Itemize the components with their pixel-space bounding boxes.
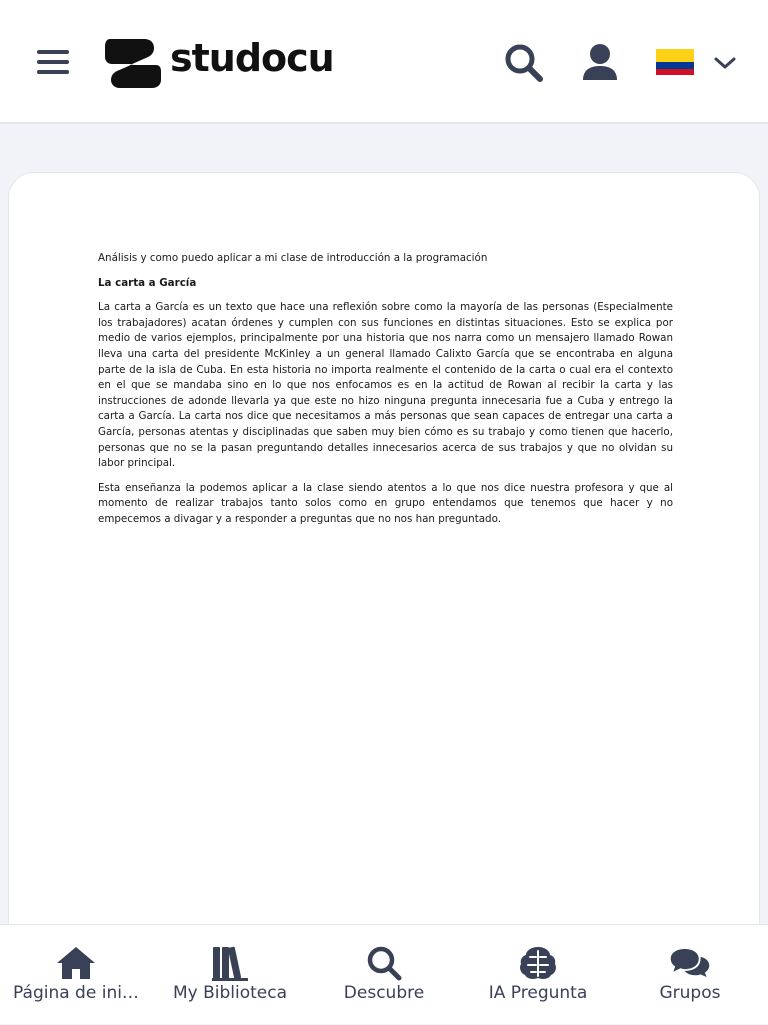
document-heading: Análisis y como puedo aplicar a mi clase de introducción a la programación xyxy=(98,252,488,264)
document-page xyxy=(8,172,760,952)
bottom-navigation xyxy=(0,924,768,1024)
document-paragraph: Esta enseñanza la podemos aplicar a la clase siendo atentos a lo que nos dice nuestra profesora y que al momento de realizar trabajos tanto solos como en grupo entendamos que tenemos que hacer y no empecemos a divagar y a responder a preguntas que no nos han preguntado. xyxy=(98,481,673,525)
nav-item-label: Página de ini… xyxy=(13,983,139,1003)
nav-item-label: My Biblioteca xyxy=(172,983,288,1003)
studocu-logo-icon xyxy=(104,37,162,89)
menu-icon-bar xyxy=(37,70,69,74)
document-paragraph: La carta a García es un texto que hace una reflexión sobre como la mayoría de las personas (Especialmente los trabajadores) acatan órdenes y cumplen con sus funciones en distintas situaciones. Esto se explica por medio de varios ejemplos, principalmente por una historia que nos narra como un mensajero llamado Rowan lleva una carta del presidente McKinley a un general llamado Calixto García que se encontraba en alguna parte de la isla de Cuba. En esta historia no importa realmente el contenido de la carta o cual era el contexto en el que se mandaba sino en lo que nos enfocamos es en la actitud de Rowan al recibir la carta y las instrucciones de adonde llevarla ya que este no hizo ninguna pregunta innecesaria fue a Cuba y entrego la carta a García. La carta nos dice que necesitamos a más personas que sean capaces de entregar una carta a García, personas atentas y disciplinadas que saben muy bien cómo es su trabajo y como tienen que hacerlo, personas que no se la pasan preguntando detalles innecesarios acerca de sus trabajos y que no olvidan su labor principal. xyxy=(98,301,673,470)
document-subtitle: La carta a García xyxy=(98,276,197,289)
search-icon xyxy=(363,945,405,981)
nav-item-home[interactable] xyxy=(0,925,152,1025)
top-header xyxy=(0,0,768,124)
menu-button[interactable] xyxy=(33,46,73,78)
brand-name: studocu xyxy=(170,36,334,80)
nav-item-ai-ask[interactable] xyxy=(462,925,614,1025)
document-content xyxy=(98,251,673,537)
nav-item-label: Descubre xyxy=(343,983,425,1003)
user-icon xyxy=(580,42,620,84)
chevron-down-icon xyxy=(712,52,738,72)
nav-item-label: Grupos xyxy=(659,983,721,1003)
brain-icon xyxy=(517,945,559,981)
books-icon xyxy=(209,945,251,981)
nav-item-groups[interactable] xyxy=(614,925,766,1025)
studocu-logo[interactable] xyxy=(104,36,334,90)
colombia-flag-icon xyxy=(656,49,694,75)
nav-item-label: IA Pregunta xyxy=(488,983,588,1003)
nav-item-library[interactable] xyxy=(154,925,306,1025)
menu-icon-bar xyxy=(37,60,69,64)
menu-icon-bar xyxy=(37,50,69,54)
search-icon xyxy=(502,42,546,84)
chat-icon xyxy=(669,945,711,981)
account-button[interactable] xyxy=(580,42,620,84)
search-button[interactable] xyxy=(502,42,546,84)
nav-item-discover[interactable] xyxy=(308,925,460,1025)
home-icon xyxy=(55,945,97,981)
language-selector[interactable] xyxy=(654,46,740,80)
